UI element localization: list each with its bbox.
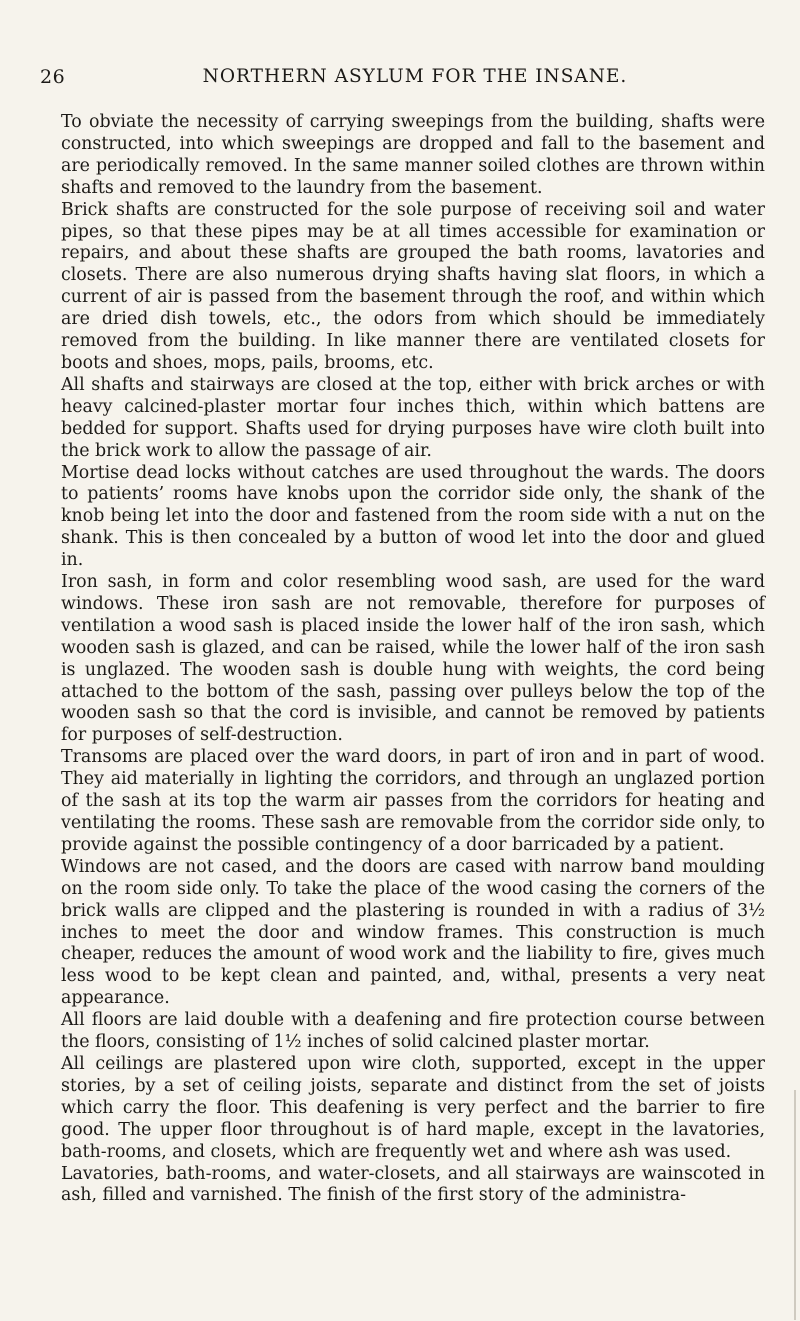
page-edge-mark — [794, 1090, 796, 1320]
paragraph: Windows are not cased, and the doors are cased with narrow band moulding on the room side only. To take the place of the wood casing the corners of the brick walls are clipped and the plastering is rounded in with a radius of 3½ inches to meet the door and window frames. This construction is much cheaper, reduces the amount of wood work and the liability to fire, gives much less wood to be kept clean and painted, and, withal, presents a very neat appearance. — [61, 856, 765, 1009]
paragraph: Lavatories, bath-rooms, and water-closets, and all stairways are wainscoted in ash, filled and varnished. The finish of the first story of the administra- — [61, 1163, 765, 1206]
paragraph: Brick shafts are constructed for the sole purpose of receiving soil and water pipes, so that these pipes may be at all times accessible for examination or repairs, and about these shafts are grouped the bath rooms, lavatories and closets. There are also numerous drying shafts having slat floors, in which a current of air is passed from the basement through the roof, and within which are dried dish towels, etc., the odors from which should be immediately removed from the building. In like manner there are ventilated closets for boots and shoes, mops, pails, brooms, etc. — [61, 199, 765, 373]
body-text — [61, 112, 765, 1207]
paragraph: All shafts and stairways are closed at the top, either with brick arches or with heavy calcined-plaster mortar four inches thich, within which battens are bedded for support. Shafts used for drying purposes have wire cloth built into the brick work to allow the passage of air. — [61, 374, 765, 461]
paragraph: Transoms are placed over the ward doors, in part of iron and in part of wood. They aid materially in lighting the corridors, and through an unglazed portion of the sash at its top the warm air passes from the corridors for heating and ventilating the rooms. These sash are removable from the corridor side only, to provide against the possible contingency of a door barricaded by a patient. — [61, 747, 765, 855]
page-header — [40, 66, 790, 92]
paragraph: All floors are laid double with a deafening and fire protection course between the floors, consisting of 1½ inches of solid calcined plaster mortar. — [61, 1010, 765, 1053]
paragraph: Mortise dead locks without catches are used throughout the wards. The doors to patients’ rooms have knobs upon the corridor side only, the shank of the knob being let into the door and fastened from the room side with a nut on the shank. This is then concealed by a button of wood let into the door and glued in. — [61, 462, 765, 571]
paragraph: All ceilings are plastered upon wire cloth, supported, except in the upper stories, by a set of ceiling joists, separate and distinct from the set of joists which carry the floor. This deafening is very perfect and the barrier to fire good. The upper floor throughout is of hard maple, except in the lavatories, bath-rooms, and closets, which are frequently wet and where ash was used. — [61, 1053, 765, 1162]
page-number: 26 — [40, 66, 66, 88]
paragraph: Iron sash, in form and color resembling wood sash, are used for the ward windows. These iron sash are not removable, therefore for purposes of ventilation a wood sash is placed inside the lower half of the iron sash, which wooden sash is glazed, and can be raised, while the lower half of the iron sash is unglazed. The wooden sash is double hung with weights, the cord being attached to the bottom of the sash, passing over pulleys below the top of the wooden sash so that the cord is invisible, and cannot be removed by patients for purposes of self-destruction. — [61, 572, 765, 746]
running-head: NORTHERN ASYLUM FOR THE INSANE. — [202, 66, 628, 87]
paragraph: To obviate the necessity of carrying sweepings from the building, shafts were constructed, into which sweepings are dropped and fall to the basement and are periodically removed. In the same manner soiled clothes are thrown within shafts and removed to the laundry from the basement. — [61, 112, 765, 198]
